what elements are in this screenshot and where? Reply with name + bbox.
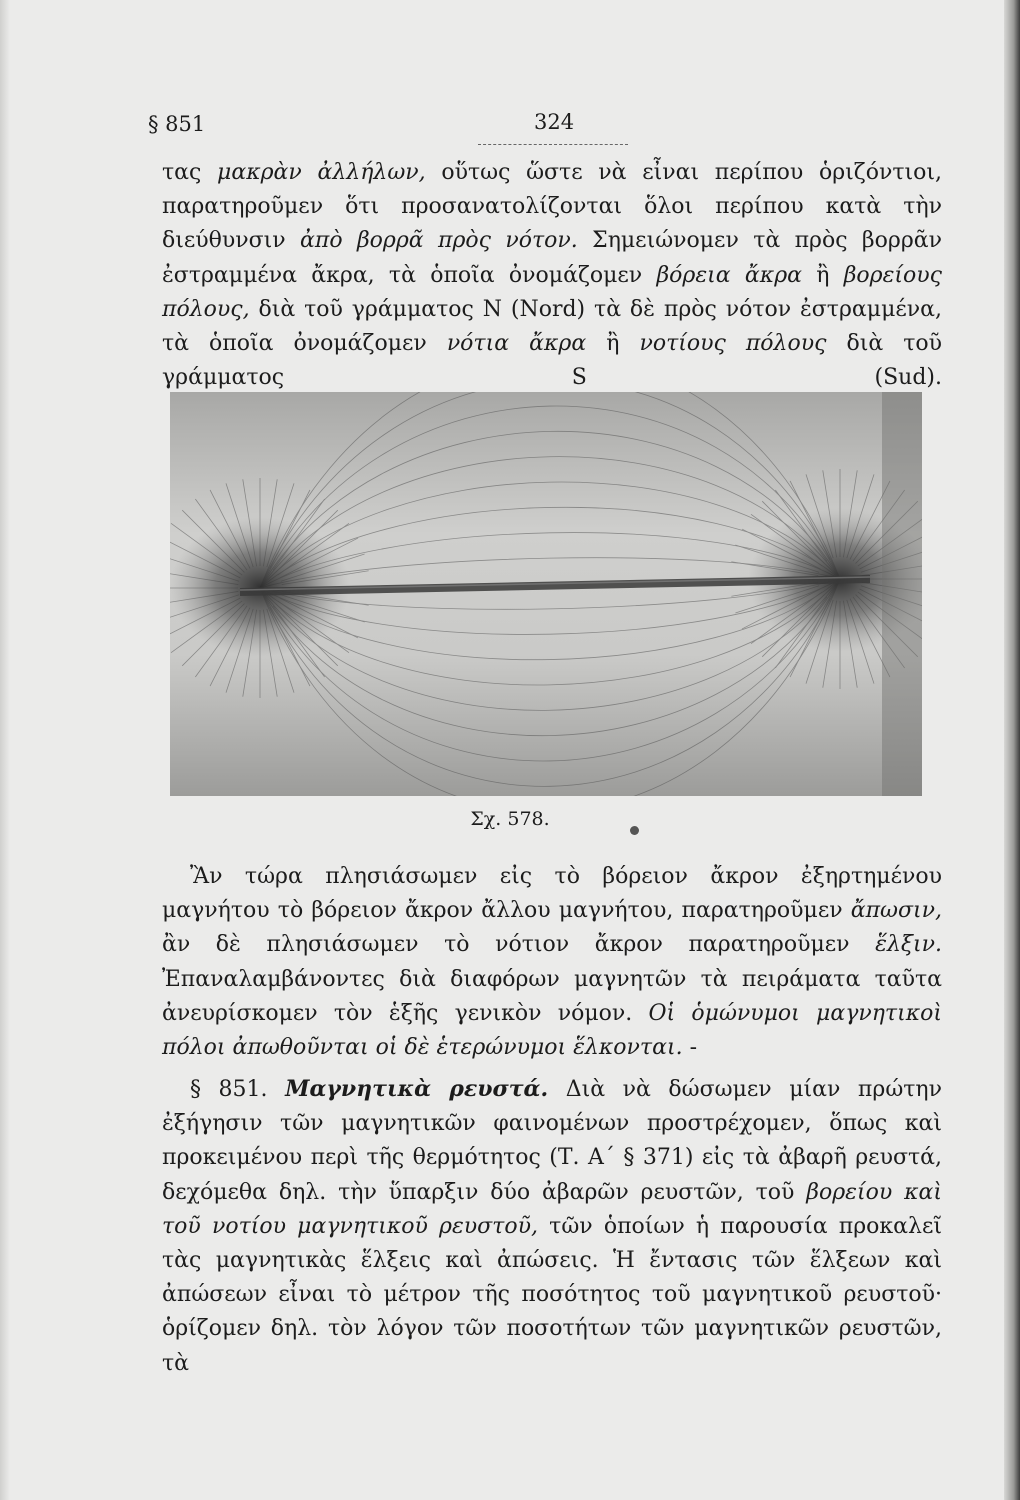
paragraph-1: τας μακρὰν ἀλλήλων, οὕτως ὥστε νὰ εἶναι περίπου ὁριζόντιοι, παρατηροῦμεν ὅτι προσανατολίζονται ὅλοι περίπου κατὰ τὴν διεύθυνσιν ἀπὸ βορρᾶ πρὸς νότον. Σημειώνομεν τὰ πρὸς βορρᾶν ἐστραμμένα ἄκρα, τὰ ὁποῖα ὀνομάζομεν βόρεια ἄκρα ἢ βορείους πόλους, διὰ τοῦ γράμματος N (Nord) τὰ δὲ πρὸς νότον ἐστραμμένα, τὰ ὁποῖα ὀνομάζομεν νότια ἄκρα ἢ νοτίους πόλους διὰ τοῦ γράμματος S (Sud). bbox=[162, 160, 943, 391]
page-number: 324 bbox=[534, 110, 575, 134]
section-reference: § 851 bbox=[148, 112, 206, 136]
ink-spot bbox=[630, 826, 639, 835]
section-heading: Μαγνητικὰ ρευστά. bbox=[285, 1076, 549, 1102]
figure-caption: Σχ. 578. bbox=[470, 808, 550, 830]
page-number-rule bbox=[478, 144, 628, 145]
page-edge-right bbox=[1004, 0, 1020, 1500]
page-header bbox=[148, 106, 948, 146]
figure-magnetic-field-photo bbox=[170, 392, 922, 796]
magnetic-field-lines-image bbox=[170, 392, 922, 796]
page-edge-left bbox=[0, 0, 10, 1500]
photo-dark-edge bbox=[882, 392, 922, 796]
paragraph-2: Ἂν τώρα πλησιάσωμεν εἰς τὸ βόρειον ἄκρον ἐξηρτημένου μαγνήτου τὸ βόρειον ἄκρον ἄλλου μαγνήτου, παρατηροῦμεν ἄπωσιν, ἂν δὲ πλησιάσωμεν τὸ νότιον ἄκρον παρατηροῦμεν ἕλξιν. Ἐπαναλαμβάνοντες διὰ διαφόρων μαγνητῶν τὰ πειράματα ταῦτα ἀνευρίσκομεν τὸν ἑξῆς γενικὸν νόμον. Οἱ ὁμώνυμοι μαγνητικοὶ πόλοι ἀπωθοῦνται οἱ δὲ ἑτερώνυμοι ἕλκονται. - bbox=[162, 864, 942, 1061]
paragraph-3: § 851. Μαγνητικὰ ρευστά. Διὰ νὰ δώσωμεν μίαν πρώτην ἐξήγησιν τῶν μαγνητικῶν φαινομένων προστρέχομεν, ὅπως καὶ προκειμένου περὶ τῆς θερμότητος (Τ. Α΄ § 371) εἰς τὰ ἀβαρῆ ρευστά, δεχόμεθα δηλ. τὴν ὕπαρξιν δύο ἀβαρῶν ρευστῶν, τοῦ βορείου καὶ τοῦ νοτίου μαγνητικοῦ ρευστοῦ, τῶν ὁποίων ἡ παρουσία προκαλεῖ τὰς μαγνητικὰς ἕλξεις καὶ ἀπώσεις. Ἡ ἔντασις τῶν ἕλξεων καὶ ἀπώσεων εἶναι τὸ μέτρον τῆς ποσότητος τοῦ μαγνητικοῦ ρευστοῦ· ὁρίζομεν δηλ. τὸν λόγον τῶν ποσοτήτων τῶν μαγνητικῶν ρευστῶν, τὰ bbox=[162, 1076, 943, 1376]
